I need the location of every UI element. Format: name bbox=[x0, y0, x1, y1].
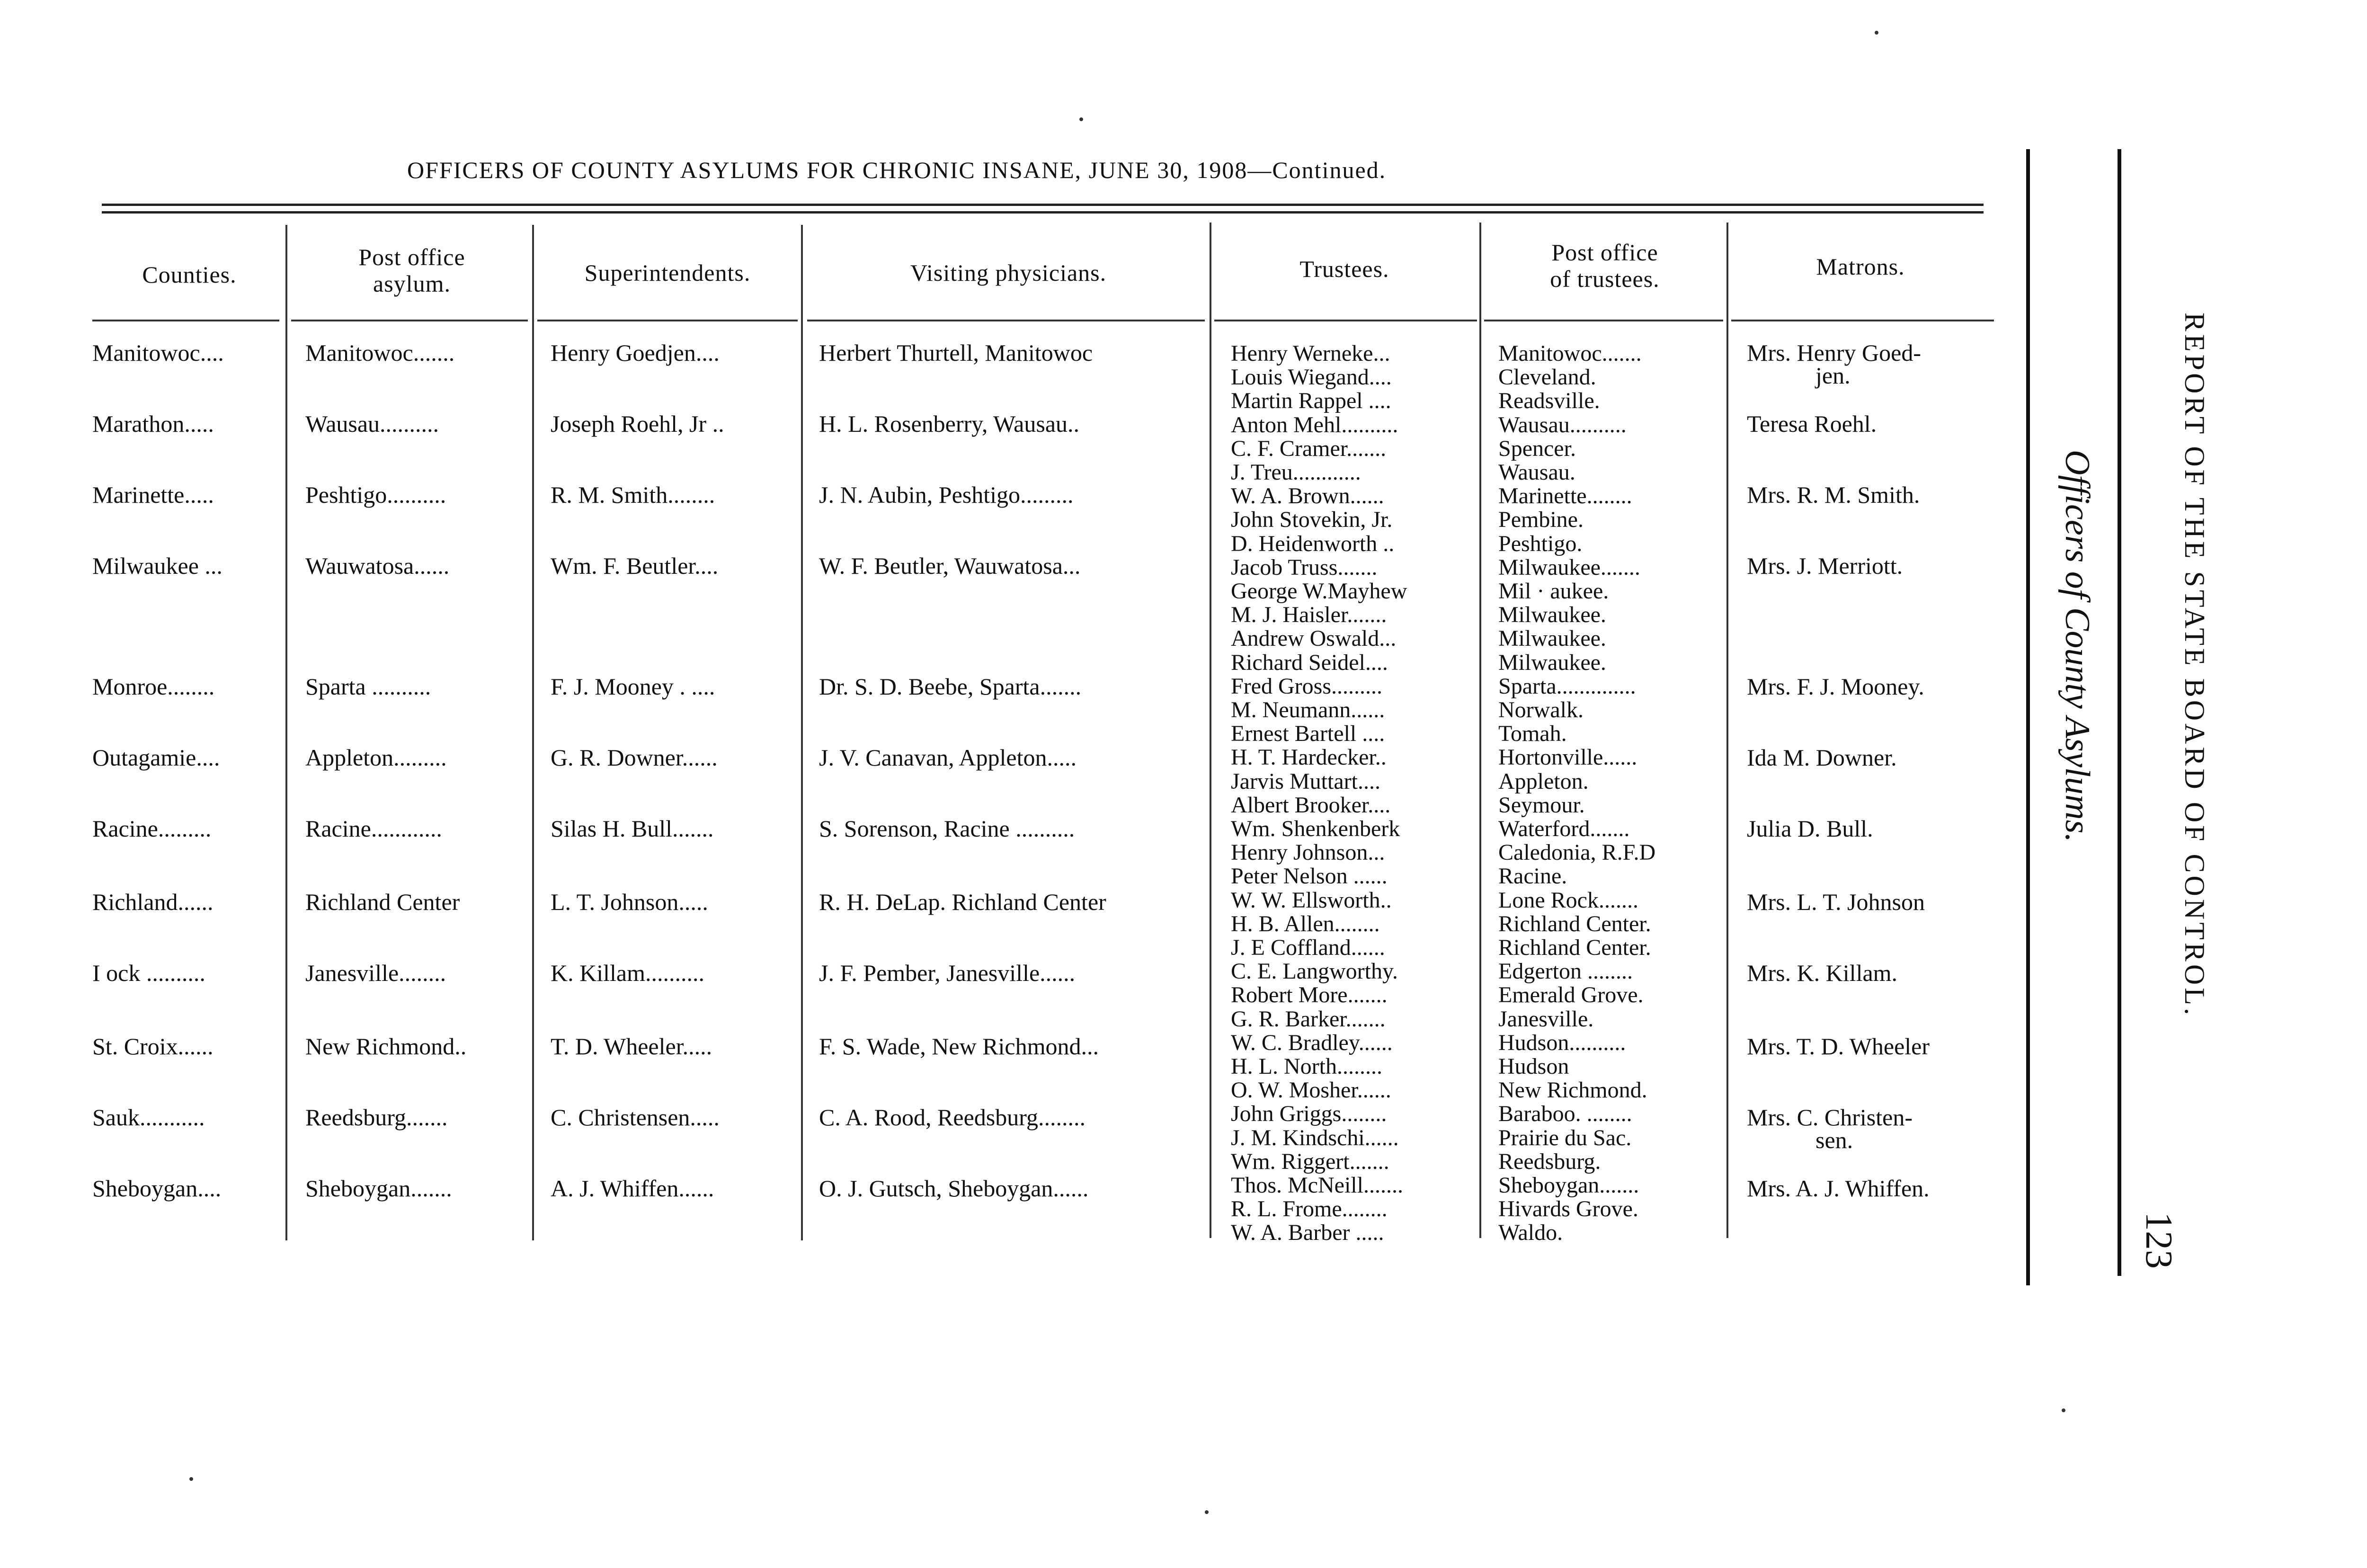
trustee-name: Richard Seidel.... bbox=[1231, 650, 1388, 675]
trustee-name: Henry Johnson... bbox=[1231, 840, 1385, 865]
side-rule-right bbox=[2118, 149, 2121, 1276]
trustee-name: Wm. Riggert....... bbox=[1231, 1149, 1389, 1174]
header-underline-7 bbox=[1731, 320, 1994, 321]
trustee-name: Henry Werneke... bbox=[1231, 341, 1390, 366]
divider-2 bbox=[532, 225, 534, 1240]
trustee-name: Jarvis Muttart.... bbox=[1231, 769, 1380, 794]
asylum-cell: Wauwatosa...... bbox=[305, 552, 450, 579]
trustee-name: W. A. Brown...... bbox=[1231, 483, 1384, 508]
superintendent-cell: R. M. Smith........ bbox=[551, 481, 715, 508]
speck bbox=[1875, 31, 1878, 35]
trustee-name: Anton Mehl.......... bbox=[1231, 412, 1398, 437]
county-cell: Manitowoc.... bbox=[92, 339, 224, 366]
trustee-post-office: Pembine. bbox=[1498, 507, 1584, 532]
physician-cell: H. L. Rosenberry, Wausau.. bbox=[819, 410, 1080, 437]
trustee-post-office: Richland Center. bbox=[1498, 911, 1651, 936]
physician-cell: J. F. Pember, Janesville...... bbox=[819, 960, 1076, 986]
trustee-post-office: Waterford....... bbox=[1498, 816, 1630, 841]
matron-cell: Mrs. A. J. Whiffen. bbox=[1747, 1175, 1930, 1202]
trustee-post-office: Wausau. bbox=[1498, 460, 1575, 485]
trustee-post-office: Waldo. bbox=[1498, 1220, 1563, 1245]
trustee-name: H. T. Hardecker.. bbox=[1231, 745, 1387, 770]
header-underline-1 bbox=[92, 320, 279, 321]
header-post-office-trustees bbox=[1482, 239, 1728, 292]
asylum-cell: Richland Center bbox=[305, 889, 460, 915]
trustee-post-office: Richland Center. bbox=[1498, 935, 1651, 960]
divider-6 bbox=[1726, 223, 1728, 1238]
matron-cell: Mrs. K. Killam. bbox=[1747, 960, 1898, 986]
county-cell: Marathon..... bbox=[92, 410, 214, 437]
county-cell: Sheboygan.... bbox=[92, 1175, 222, 1202]
trustee-post-office: Norwalk. bbox=[1498, 697, 1584, 722]
asylum-cell: New Richmond.. bbox=[305, 1033, 467, 1060]
county-cell: Racine......... bbox=[92, 815, 212, 842]
trustee-name: J. Treu............ bbox=[1231, 460, 1361, 485]
asylum-cell: Racine............ bbox=[305, 815, 442, 842]
trustee-post-office: Hortonville...... bbox=[1498, 745, 1637, 770]
trustee-post-office: Mil · aukee. bbox=[1498, 579, 1609, 604]
matron-cell: Mrs. F. J. Mooney. bbox=[1747, 673, 1924, 700]
trustee-post-office: Reedsburg. bbox=[1498, 1149, 1601, 1174]
trustee-name: George W.Mayhew bbox=[1231, 579, 1407, 604]
trustee-post-office: Readsville. bbox=[1498, 388, 1600, 413]
header-superintendents: Superintendents. bbox=[584, 259, 751, 286]
asylum-cell: Reedsburg....... bbox=[305, 1104, 448, 1131]
trustee-name: Peter Nelson ...... bbox=[1231, 864, 1388, 889]
trustee-name: Ernest Bartell .... bbox=[1231, 721, 1385, 746]
superintendent-cell: Henry Goedjen.... bbox=[551, 339, 720, 366]
trustee-name: G. R. Barker....... bbox=[1231, 1007, 1386, 1032]
trustee-post-office: Appleton. bbox=[1498, 769, 1589, 794]
county-cell: St. Croix...... bbox=[92, 1033, 214, 1060]
divider-5 bbox=[1479, 223, 1481, 1238]
header-matrons: Matrons. bbox=[1816, 253, 1905, 280]
header-po-line2: of trustees. bbox=[1550, 266, 1660, 292]
superintendent-cell: F. J. Mooney . .... bbox=[551, 673, 715, 700]
header-asylum-line1: Post office bbox=[358, 244, 465, 270]
header-underline-3 bbox=[537, 320, 798, 321]
superintendent-cell: Silas H. Bull....... bbox=[551, 815, 714, 842]
county-cell: Outagamie.... bbox=[92, 744, 220, 771]
asylum-cell: Wausau.......... bbox=[305, 410, 439, 437]
matron-cell: Mrs. T. D. Wheeler bbox=[1747, 1033, 1930, 1060]
trustee-post-office: Spencer. bbox=[1498, 436, 1576, 461]
running-head: REPORT OF THE STATE BOARD OF CONTROL. bbox=[2179, 312, 2210, 1018]
side-title: Officers of County Asylums. bbox=[2058, 450, 2097, 843]
speck bbox=[1079, 117, 1083, 121]
trustee-post-office: Sheboygan....... bbox=[1498, 1173, 1639, 1198]
matron-cell: Mrs. R. M. Smith. bbox=[1747, 481, 1920, 508]
trustee-name: R. L. Frome........ bbox=[1231, 1196, 1388, 1221]
header-asylum-line2: asylum. bbox=[373, 270, 451, 297]
trustee-post-office: Hivards Grove. bbox=[1498, 1196, 1638, 1221]
header-underline-4 bbox=[807, 320, 1205, 321]
matron-cell: Ida M. Downer. bbox=[1747, 744, 1897, 771]
trustee-post-office: Edgerton ........ bbox=[1498, 959, 1633, 984]
trustee-post-office: Wausau.......... bbox=[1498, 412, 1627, 437]
asylum-cell: Peshtigo.......... bbox=[305, 481, 446, 508]
matron-cell: Mrs. L. T. Johnson bbox=[1747, 889, 1925, 915]
trustee-name: Albert Brooker.... bbox=[1231, 793, 1391, 818]
trustee-post-office: Tomah. bbox=[1498, 721, 1567, 746]
trustee-post-office: Baraboo. ........ bbox=[1498, 1101, 1632, 1126]
trustee-post-office: Milwaukee. bbox=[1498, 626, 1606, 651]
trustee-post-office: Emerald Grove. bbox=[1498, 982, 1644, 1007]
trustee-post-office: Seymour. bbox=[1498, 793, 1585, 818]
divider-1 bbox=[285, 225, 287, 1240]
trustee-post-office: Racine. bbox=[1498, 864, 1567, 889]
speck bbox=[2062, 1408, 2065, 1412]
trustee-name: Andrew Oswald... bbox=[1231, 626, 1397, 651]
matron-cell: Mrs. C. Christen- bbox=[1747, 1104, 1913, 1131]
physician-cell: C. A. Rood, Reedsburg........ bbox=[819, 1104, 1086, 1131]
speck bbox=[1205, 1510, 1209, 1514]
superintendent-cell: G. R. Downer...... bbox=[551, 744, 718, 771]
county-cell: Richland...... bbox=[92, 889, 214, 915]
trustee-name: Jacob Truss....... bbox=[1231, 555, 1378, 580]
trustee-name: C. E. Langworthy. bbox=[1231, 959, 1398, 984]
trustee-name: W. W. Ellsworth.. bbox=[1231, 888, 1392, 913]
title-rule-bottom bbox=[102, 211, 1984, 214]
trustee-name: D. Heidenworth .. bbox=[1231, 531, 1395, 556]
trustee-name: O. W. Mosher...... bbox=[1231, 1078, 1391, 1103]
trustee-post-office: Lone Rock....... bbox=[1498, 888, 1638, 913]
superintendent-cell: L. T. Johnson..... bbox=[551, 889, 708, 915]
trustee-name: John Stovekin, Jr. bbox=[1231, 507, 1393, 532]
matron-cell: sen. bbox=[1815, 1127, 1853, 1153]
physician-cell: O. J. Gutsch, Sheboygan...... bbox=[819, 1175, 1089, 1202]
asylum-cell: Manitowoc....... bbox=[305, 339, 455, 366]
trustee-post-office: Cleveland. bbox=[1498, 365, 1596, 390]
divider-3 bbox=[801, 225, 803, 1240]
header-po-line1: Post office bbox=[1551, 239, 1658, 266]
matron-cell: Teresa Roehl. bbox=[1747, 410, 1877, 437]
divider-4 bbox=[1210, 223, 1211, 1238]
superintendent-cell: C. Christensen..... bbox=[551, 1104, 720, 1131]
matron-cell: Mrs. Henry Goed- bbox=[1747, 339, 1921, 366]
trustee-post-office: Peshtigo. bbox=[1498, 531, 1583, 556]
header-underline-5 bbox=[1214, 320, 1477, 321]
header-underline-2 bbox=[291, 320, 528, 321]
trustee-name: John Griggs........ bbox=[1231, 1101, 1387, 1126]
trustee-name: M. Neumann...... bbox=[1231, 697, 1385, 722]
matron-cell: Mrs. J. Merriott. bbox=[1747, 552, 1903, 579]
trustee-post-office: New Richmond. bbox=[1498, 1078, 1647, 1103]
trustee-name: J. E Coffland...... bbox=[1231, 935, 1385, 960]
asylum-cell: Appleton......... bbox=[305, 744, 447, 771]
trustee-name: Martin Rappel .... bbox=[1231, 388, 1391, 413]
trustee-name: Fred Gross......... bbox=[1231, 674, 1382, 699]
trustee-name: Louis Wiegand.... bbox=[1231, 365, 1392, 390]
trustee-post-office: Janesville. bbox=[1498, 1007, 1594, 1032]
page-title: OFFICERS OF COUNTY ASYLUMS FOR CHRONIC INSANE, JUNE 30, 1908—Continued. bbox=[407, 157, 1387, 183]
trustee-name: Wm. Shenkenberk bbox=[1231, 816, 1400, 841]
asylum-cell: Sparta .......... bbox=[305, 673, 431, 700]
trustee-name: C. F. Cramer....... bbox=[1231, 436, 1387, 461]
superintendent-cell: Joseph Roehl, Jr .. bbox=[551, 410, 724, 437]
trustee-post-office: Milwaukee....... bbox=[1498, 555, 1640, 580]
trustee-post-office: Hudson bbox=[1498, 1054, 1569, 1079]
county-cell: Sauk........... bbox=[92, 1104, 205, 1131]
county-cell: Marinette..... bbox=[92, 481, 214, 508]
title-rule-top bbox=[102, 204, 1984, 206]
trustee-post-office: Prairie du Sac. bbox=[1498, 1125, 1632, 1150]
trustee-post-office: Marinette........ bbox=[1498, 483, 1632, 508]
physician-cell: Herbert Thurtell, Manitowoc bbox=[819, 339, 1093, 366]
page-number: 123 bbox=[2138, 1212, 2180, 1269]
county-cell: Monroe........ bbox=[92, 673, 215, 700]
superintendent-cell: T. D. Wheeler..... bbox=[551, 1033, 712, 1060]
physician-cell: J. V. Canavan, Appleton..... bbox=[819, 744, 1077, 771]
trustee-post-office: Milwaukee. bbox=[1498, 602, 1606, 627]
superintendent-cell: Wm. F. Beutler.... bbox=[551, 552, 719, 579]
header-underline-6 bbox=[1484, 320, 1723, 321]
matron-cell: jen. bbox=[1815, 362, 1851, 389]
trustee-post-office: Hudson.......... bbox=[1498, 1030, 1626, 1055]
physician-cell: Dr. S. D. Beebe, Sparta....... bbox=[819, 673, 1082, 700]
trustee-post-office: Manitowoc....... bbox=[1498, 341, 1642, 366]
trustee-name: Thos. McNeill....... bbox=[1231, 1173, 1403, 1198]
county-cell: Milwaukee ... bbox=[92, 552, 222, 579]
speck bbox=[189, 1477, 193, 1481]
county-cell: I ock .......... bbox=[92, 960, 205, 986]
asylum-cell: Janesville........ bbox=[305, 960, 446, 986]
physician-cell: W. F. Beutler, Wauwatosa... bbox=[819, 552, 1081, 579]
matron-cell: Julia D. Bull. bbox=[1747, 815, 1873, 842]
trustee-name: Robert More....... bbox=[1231, 982, 1388, 1007]
header-counties: Counties. bbox=[142, 261, 237, 288]
side-rule-left bbox=[2026, 149, 2030, 1285]
trustee-post-office: Caledonia, R.F.D bbox=[1498, 840, 1656, 865]
trustee-name: H. L. North........ bbox=[1231, 1054, 1382, 1079]
physician-cell: R. H. DeLap. Richland Center bbox=[819, 889, 1106, 915]
physician-cell: J. N. Aubin, Peshtigo......... bbox=[819, 481, 1074, 508]
trustee-name: W. A. Barber ..... bbox=[1231, 1220, 1384, 1245]
trustee-post-office: Sparta.............. bbox=[1498, 674, 1636, 699]
trustee-name: J. M. Kindschi...... bbox=[1231, 1125, 1399, 1150]
asylum-cell: Sheboygan....... bbox=[305, 1175, 452, 1202]
trustee-name: H. B. Allen........ bbox=[1231, 911, 1380, 936]
header-physicians: Visiting physicians. bbox=[910, 259, 1107, 286]
physician-cell: F. S. Wade, New Richmond... bbox=[819, 1033, 1099, 1060]
header-trustees: Trustees. bbox=[1299, 256, 1389, 282]
superintendent-cell: A. J. Whiffen...... bbox=[551, 1175, 714, 1202]
physician-cell: S. Sorenson, Racine .......... bbox=[819, 815, 1075, 842]
superintendent-cell: K. Killam.......... bbox=[551, 960, 704, 986]
trustee-name: M. J. Haisler....... bbox=[1231, 602, 1387, 627]
trustee-name: W. C. Bradley...... bbox=[1231, 1030, 1393, 1055]
header-asylum bbox=[294, 244, 530, 297]
trustee-post-office: Milwaukee. bbox=[1498, 650, 1606, 675]
